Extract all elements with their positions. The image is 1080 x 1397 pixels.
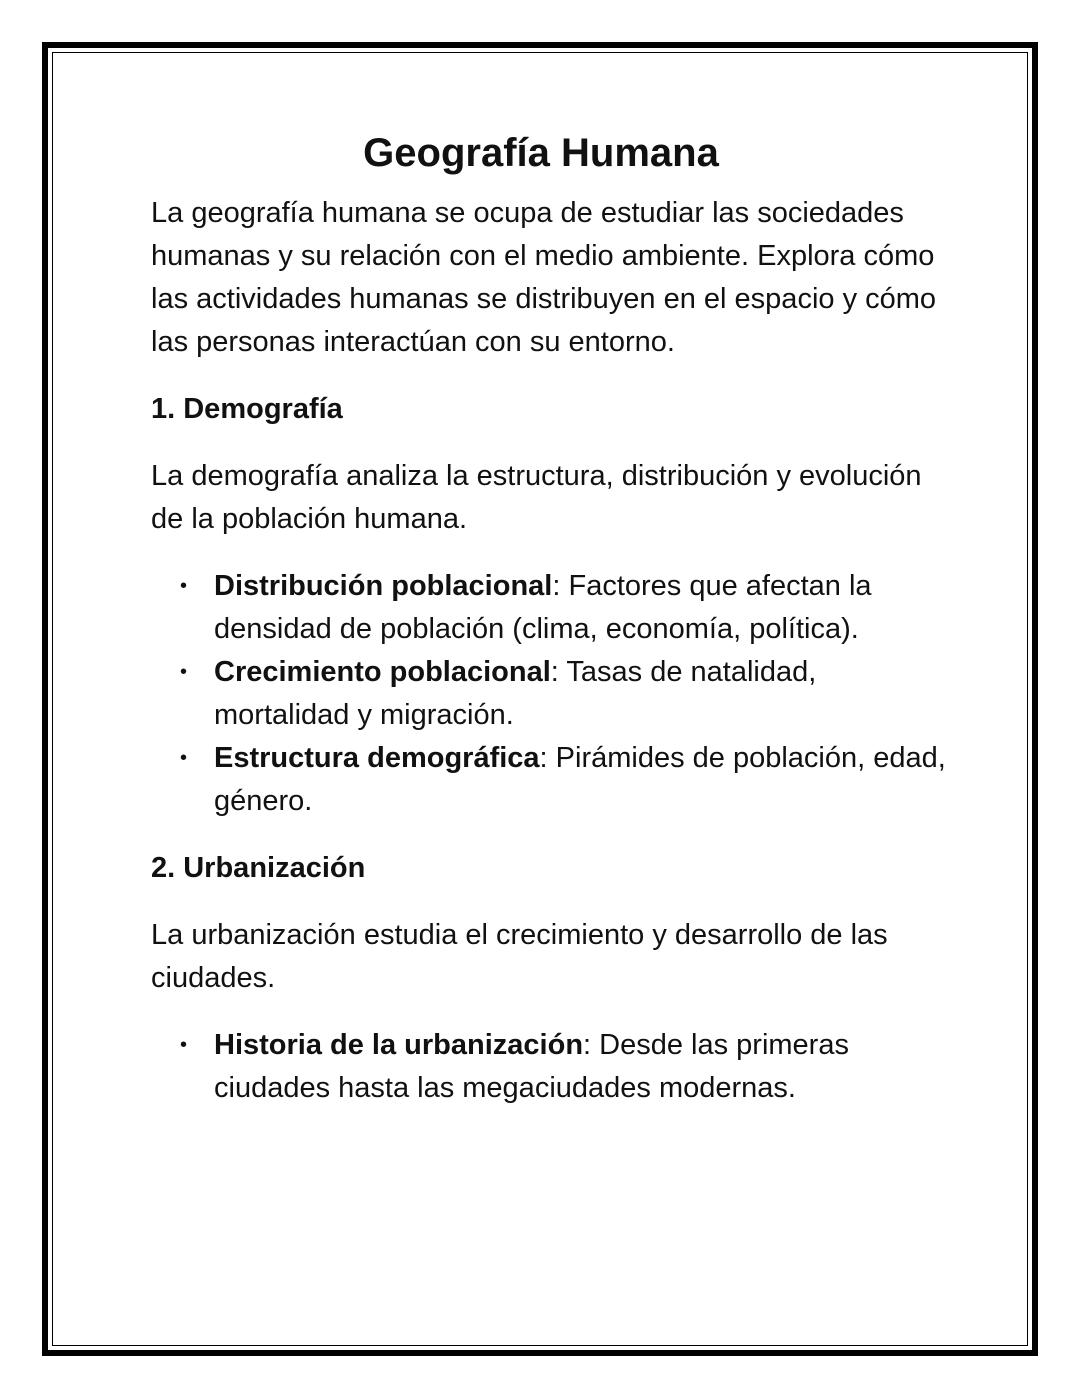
page-title: Geografía Humana — [363, 131, 719, 175]
bullet-list — [151, 565, 951, 823]
list-item — [214, 737, 951, 823]
section-text: La demografía analiza la estructura, distribución y evolución de la población humana. — [151, 460, 922, 535]
item-desc: : Desde las primeras ciudades hasta las megaciudades modernas. — [214, 1029, 849, 1104]
item-desc: : Factores que afectan la densidad de población (clima, economía, política). — [214, 570, 872, 645]
section-text: La urbanización estudia el crecimiento y desarrollo de las ciudades. — [151, 919, 888, 994]
item-term: Historia de la urbanización — [214, 1029, 584, 1061]
list-item — [214, 651, 951, 737]
intro-paragraph: La geografía humana se ocupa de estudiar las sociedades humanas y su relación con el medio ambiente. Explora cómo las actividades humanas se distribuyen en el espacio y cómo las personas interactúan con su entorno. — [151, 197, 937, 358]
section-heading-demografia: 1. Demografía — [151, 393, 343, 425]
item-desc: : Tasas de natalidad, mortalidad y migración. — [214, 656, 817, 731]
bullet-list — [151, 1024, 951, 1110]
item-desc: : Pirámides de población, edad, género. — [214, 742, 946, 817]
item-term: Crecimiento poblacional — [214, 656, 551, 688]
list-item — [214, 565, 951, 651]
list-item — [214, 1024, 951, 1110]
section-heading-urbanizacion: 2. Urbanización — [151, 852, 366, 884]
item-term: Estructura demográfica — [214, 742, 540, 774]
item-term: Distribución poblacional — [214, 570, 553, 602]
document-body — [151, 128, 951, 1110]
